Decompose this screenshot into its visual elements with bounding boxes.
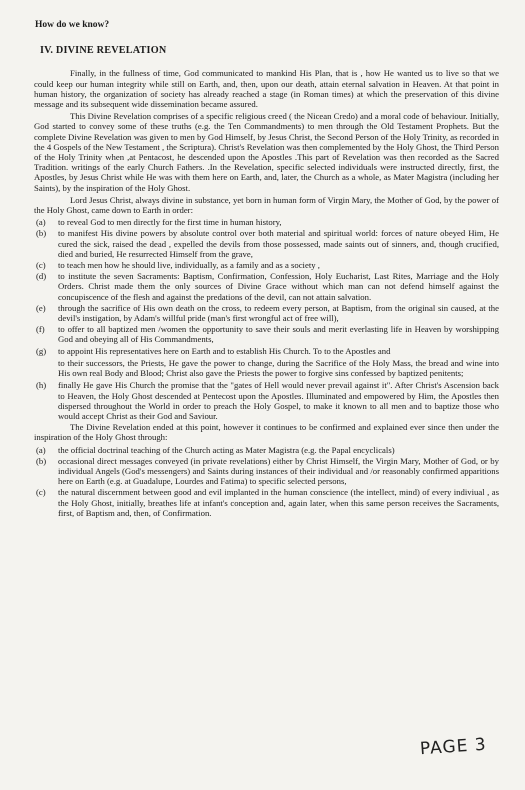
- list-item: [34, 445, 499, 455]
- list-item: [34, 380, 499, 421]
- promise-list: [34, 380, 499, 421]
- list-marker: (f): [36, 324, 45, 335]
- list-item-text: to teach men how he should live, individually, as a family and as a society ,: [58, 260, 320, 271]
- list-item: [34, 217, 499, 227]
- list-item: [34, 324, 499, 344]
- list-item-text: to reveal God to men directly for the first time in human history,: [58, 217, 282, 228]
- list-item-text: to appoint His representatives here on Earth and to establish His Church. To to the Apostles and: [58, 345, 391, 356]
- list-marker: (a): [36, 217, 46, 228]
- list-item-text: occasional direct messages conveyed (in private revelations) either by Christ Himself, the Virgin Mary, Mother of God, or by individual Angels (God's messengers) and Saints during instances of their individual and /or reasonably confirmed apparitions here on Earth (e.g. at Guadalupe, Lourdes and Fatima) to specific selected persons,: [58, 455, 499, 487]
- list-item: [34, 456, 499, 487]
- top-label: How do we know?: [35, 20, 110, 30]
- handwritten-page-number: PAGE 3: [419, 734, 488, 760]
- purpose-list: [34, 217, 499, 356]
- list-item-text: through the sacrifice of His own death on the cross, to redeem every person, at Baptism, from the original sin caused, at the devil's instigation, by Adam's willful pride (man's first wrongful act of free will),: [58, 302, 499, 324]
- list-marker: (c): [36, 487, 46, 498]
- list-marker: (e): [36, 302, 46, 313]
- list-item: [34, 271, 499, 302]
- paragraph-intro: Finally, in the fullness of time, God communicated to mankind His Plan, that is , how He wanted us to live so that we could keep our human integrity while still on Earth, and, then, upon our death, attain eternal salvation in Heaven. At that point in human history, the organization of society has already reached a stage (in Roman times) at which the preservation of this divine message and its subsequent wide dissemination became assured.: [34, 68, 499, 110]
- list-marker: (b): [36, 455, 47, 466]
- list-marker: (c): [36, 260, 46, 271]
- list-item-text: to manifest His divine powers by absolute control over both material and spiritual world: forces of nature obeyed Him, He cured the sick, raised the dead , expelled the devils from those possessed, made saints out of sinners, and, though crucified, died and buried, He resurrected Himself from the grave,: [58, 228, 499, 259]
- paragraph-closing: The Divine Revelation ended at this point, however it continues to be confirmed and explained ever since then under the inspiration of the Holy Ghost through:: [34, 422, 499, 443]
- confirmation-list: [34, 445, 499, 518]
- list-item-text: the natural discernment between good and evil implanted in the human conscience (the intellect, mind) of every indiviual , as the Holy Ghost, initially, breathes life at infant's conception and, again later, when this same person receives the Sacraments, first, of Baptism and, then, of Confirmation.: [58, 487, 499, 518]
- paragraph-divine-revelation: This Divine Revelation comprises of a specific religious creed ( the Nicean Credo) and a moral code of behaviour. Initially, God started to convey some of these truths (e.g. the Ten Commandments) to men through the Old Testament Prophets. But the complete Divine Revelation was given to men by God Himself, by Jesus Christ, the Second Person of the Holy Trinity, as recorded in the 4 Gospels of the New Testament , the Scriptura). Christ's Revelation was then complemented by the Holy Ghost, the Third Person of the Holy Trinity when ,at Pentacost, he descended upon the Apostles .This part of Revelation was then recorded as the Sacred Tradition. writings of the early Church Fathers. .In the Revelation, specific selected individuals were instructed directly, first, the Apostles, by Jesus Christ while He was with them here on Earth, and, later, the Church as a whole, as Mater Magistra (including her Saints), by the inspiration of the Holy Ghost.: [34, 111, 499, 193]
- list-item: [34, 487, 499, 518]
- list-item-text: finally He gave His Church the promise that the "gates of Hell would never prevail against it". After Christ's Ascension back to Heaven, the Holy Ghost descended at Pentecost upon the Apostles. Illuminated and empowered by Him, the Apostles then dispersed throughout the World in order to preach the Holy Gospel, to make it known to all men and to baptize those who would accept Christ as their God and Saviour.: [58, 380, 499, 421]
- list-marker: (b): [36, 228, 47, 239]
- list-marker: (h): [36, 380, 47, 391]
- list-item-text: the official doctrinal teaching of the Church acting as Mater Magistra (e.g. the Papal encyclicals): [58, 444, 395, 455]
- paragraph-continuation: to their successors, the Priests, He gave the power to change, during the Sacrifice of the Holy Mass, the bread and wine into His own real Body and Blood; Christ also gave the Priests the power to forgive sins confessed by baptized penitents;: [58, 357, 499, 379]
- list-item: [34, 346, 499, 356]
- list-item-text: to institute the seven Sacraments: Baptism, Confirmation, Confession, Holy Eucharist, Last Rites, Marriage and the Holy Orders. Christ made them the only sources of Divine Grace without which man can not defend himself against the concupiscence of the flesh and against the predations of the devil, can not attain salvation.: [58, 271, 499, 302]
- list-marker: (a): [36, 444, 46, 455]
- section-title: IV. DIVINE REVELATION: [40, 45, 167, 57]
- list-item: [34, 303, 499, 323]
- paragraph-lord-jesus: Lord Jesus Christ, always divine in substance, yet born in human form of Virgin Mary, the Mother of God, by the power of the Holy Ghost, came down to Earth in order:: [34, 194, 499, 216]
- list-item: [34, 228, 499, 259]
- list-item-text: to offer to all baptized men /women the opportunity to save their souls and merit everlasting life in Heaven by worshipping God and obeying all of His Commandments,: [58, 324, 499, 345]
- list-item: [34, 260, 499, 270]
- list-marker: (g): [36, 345, 47, 356]
- list-marker: (d): [36, 271, 47, 282]
